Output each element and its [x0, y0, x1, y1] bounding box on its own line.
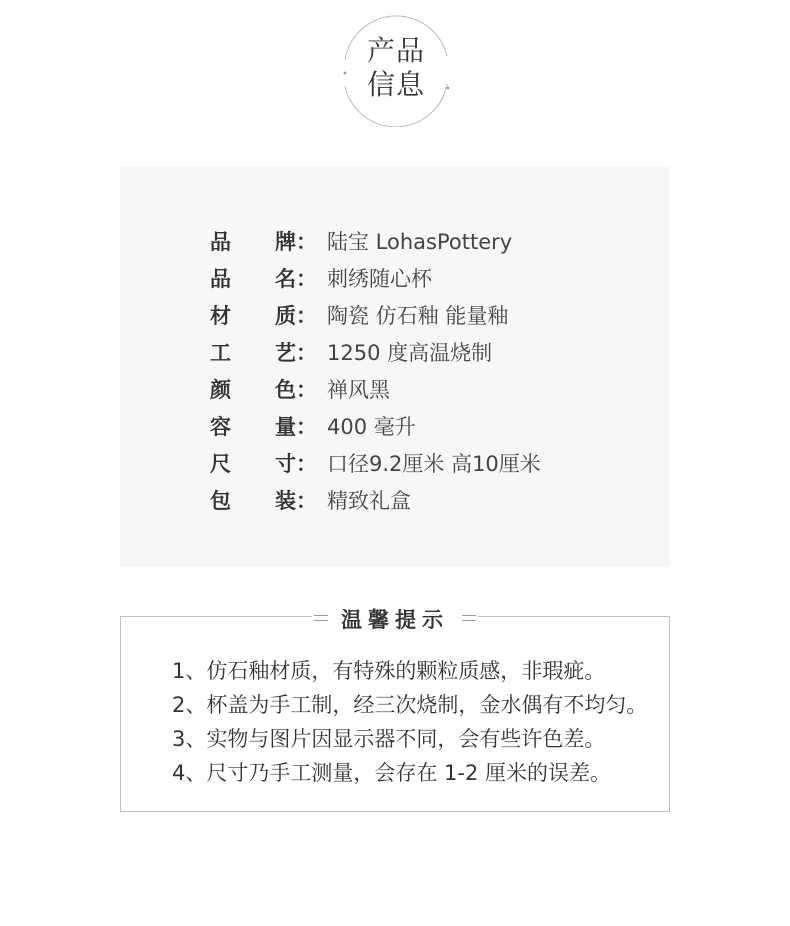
info-value-material: 陶瓷 仿石釉 能量釉: [327, 304, 509, 328]
info-key-colon: ：: [296, 415, 317, 439]
tips-title: 温馨提示: [341, 608, 449, 632]
tip-item: 4、尺寸乃手工测量，会存在 1-2 厘米的误差。: [172, 761, 612, 785]
info-value-name: 刺绣随心杯: [327, 267, 432, 291]
info-value-package: 精致礼盒: [327, 489, 411, 513]
info-value-craft: 1250 度高温烧制: [327, 341, 493, 365]
info-key-char2: 艺: [275, 341, 296, 365]
info-row-color: [210, 371, 650, 401]
info-key: [210, 297, 317, 328]
info-row-package: [210, 482, 650, 512]
info-key: [210, 371, 317, 402]
tip-item: 3、实物与图片因显示器不同，会有些许色差。: [172, 727, 606, 751]
info-key-char1: 包: [210, 489, 231, 513]
info-key-colon: ：: [296, 230, 317, 254]
info-key-char1: 颜: [210, 378, 231, 402]
info-row-capacity: [210, 408, 650, 438]
info-key-char2: 牌: [275, 230, 296, 254]
info-key-colon: ：: [296, 267, 317, 291]
info-key-char1: 工: [210, 341, 231, 365]
info-key-char2: 质: [275, 304, 296, 328]
info-key-char1: 材: [210, 304, 231, 328]
info-key-char2: 量: [275, 415, 296, 439]
info-key-colon: ：: [296, 452, 317, 476]
info-key-char2: 色: [275, 378, 296, 402]
info-row-brand: [210, 223, 650, 253]
section-title-line1: 产品: [366, 34, 425, 67]
info-key: [210, 223, 317, 254]
tip-item: 2、杯盖为手工制，经三次烧制，金水偶有不均匀。: [172, 693, 648, 717]
info-value-capacity: 400 毫升: [327, 415, 416, 439]
info-key-colon: ：: [296, 341, 317, 365]
section-title: [341, 34, 451, 102]
info-key-char1: 品: [210, 267, 231, 291]
product-info-panel: [120, 167, 670, 567]
info-row-size: [210, 445, 650, 475]
section-title-line2: 信息: [366, 68, 425, 101]
info-key-char2: 寸: [275, 452, 296, 476]
tips-header: [312, 603, 478, 633]
info-value-brand: 陆宝 LohasPottery: [327, 230, 513, 254]
info-key-char2: 名: [275, 267, 296, 291]
info-key: [210, 334, 317, 365]
info-key: [210, 260, 317, 291]
double-dash-ornament: [462, 615, 476, 621]
info-key-char2: 装: [275, 489, 296, 513]
info-key-char1: 品: [210, 230, 231, 254]
info-key: [210, 408, 317, 439]
info-key: [210, 445, 317, 476]
info-key-colon: ：: [296, 489, 317, 513]
info-row-name: [210, 260, 650, 290]
info-key-char1: 容: [210, 415, 231, 439]
info-row-material: [210, 297, 650, 327]
info-key-colon: ：: [296, 304, 317, 328]
info-value-size: 口径9.2厘米 高10厘米: [327, 452, 541, 476]
tip-item: 1、仿石釉材质，有特殊的颗粒质感，非瑕疵。: [172, 659, 606, 683]
section-badge: [341, 12, 451, 127]
info-key: [210, 482, 317, 513]
info-key-char1: 尺: [210, 452, 231, 476]
info-key-colon: ：: [296, 378, 317, 402]
info-value-color: 禅风黑: [327, 378, 390, 402]
info-row-craft: [210, 334, 650, 364]
